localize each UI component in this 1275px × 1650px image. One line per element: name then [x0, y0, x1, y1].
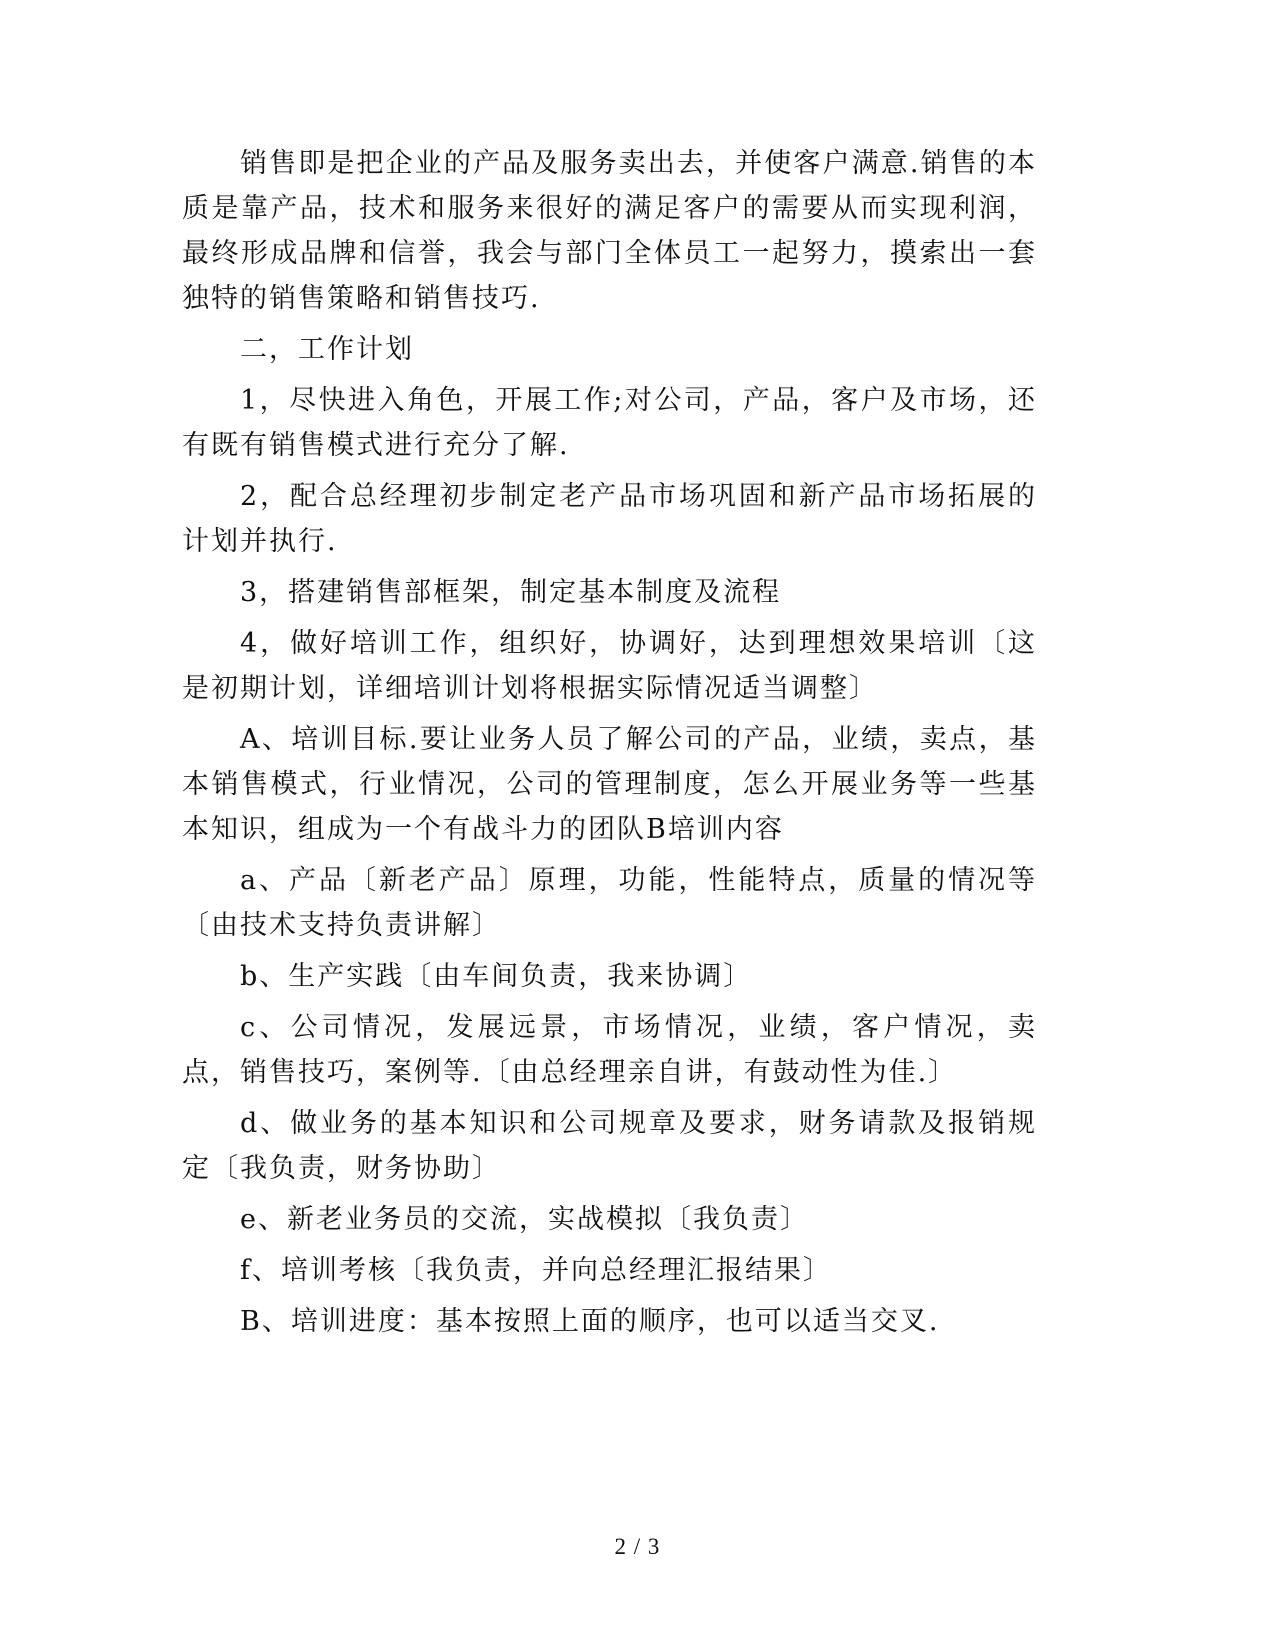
plan-item-4: 4，做好培训工作，组织好，协调好，达到理想效果培训〔这是初期计划，详细培训计划将根据实际情况适当调整〕 [182, 628, 1037, 704]
training-content-c: c、公司情况，发展远景，市场情况，业绩，客户情况，卖点，销售技巧，案例等.〔由总经理亲自讲，有鼓动性为佳.〕 [182, 1012, 1037, 1088]
training-content-e: e、新老业务员的交流，实战模拟〔我负责〕 [240, 1204, 809, 1235]
training-content-d: d、做业务的基本知识和公司规章及要求，财务请款及报销规定〔我负责，财务协助〕 [182, 1108, 1037, 1184]
plan-item-2: 2，配合总经理初步制定老产品市场巩固和新产品市场拓展的计划并执行. [182, 481, 1037, 557]
plan-item-3: 3，搭建销售部框架，制定基本制度及流程 [240, 577, 782, 608]
paragraph-intro: 销售即是把企业的产品及服务卖出去，并使客户满意.销售的本质是靠产品，技术和服务来很好的满足客户的需要从而实现利润，最终形成品牌和信誉，我会与部门全体员工一起努力，摸索出一套独特的销售策略和销售技巧. [182, 148, 1037, 314]
section-heading-work-plan: 二，工作计划 [240, 334, 414, 365]
training-content-a: a、产品〔新老产品〕原理，功能，性能特点，质量的情况等〔由技术支持负责讲解〕 [182, 865, 1037, 941]
training-goal: A、培训目标.要让业务人员了解公司的产品，业绩，卖点，基本销售模式，行业情况，公司的管理制度，怎么开展业务等一些基本知识，组成为一个有战斗力的团队B培训内容 [182, 724, 1037, 845]
page-number: 2 / 3 [614, 1534, 661, 1559]
document-body [182, 141, 1037, 1350]
training-schedule: B、培训进度：基本按照上面的顺序，也可以适当交叉. [240, 1306, 940, 1337]
plan-item-1: 1，尽快进入角色，开展工作;对公司，产品，客户及市场，还有既有销售模式进行充分了解. [182, 385, 1037, 461]
training-content-b: b、生产实践〔由车间负责，我来协调〕 [240, 961, 753, 992]
training-content-f: f、培训考核〔我负责，并向总经理汇报结果〕 [240, 1255, 832, 1286]
